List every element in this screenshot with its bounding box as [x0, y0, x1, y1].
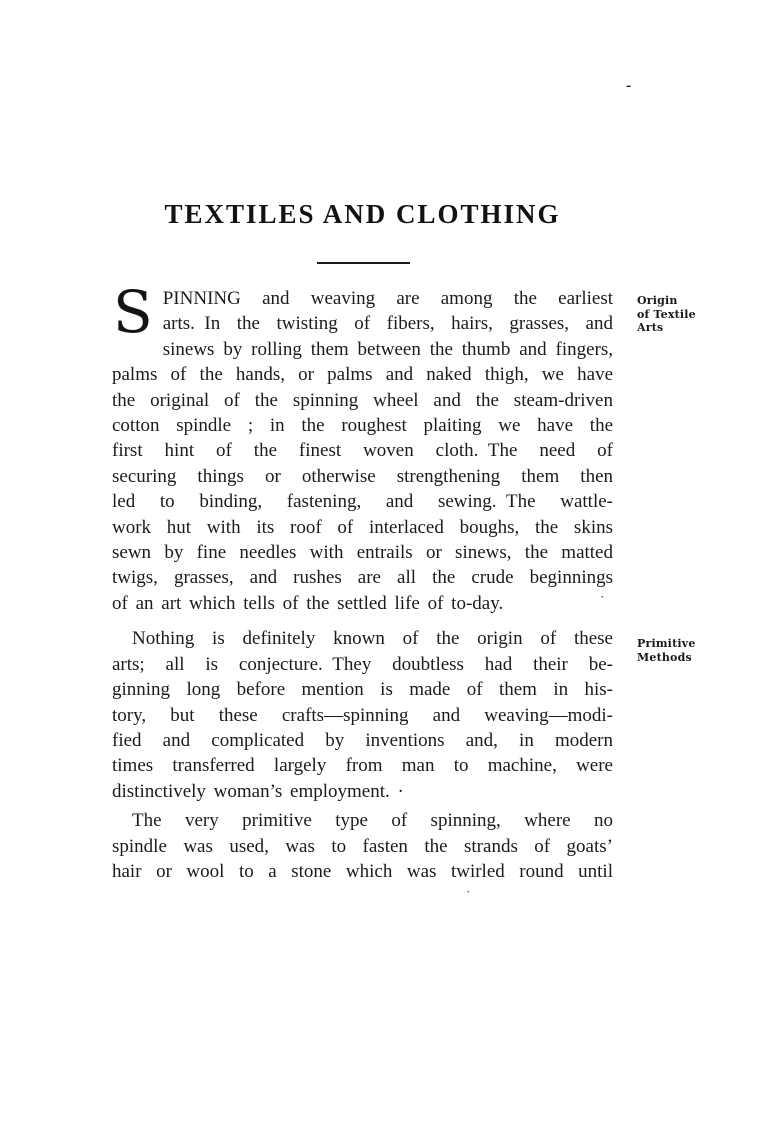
- margin-note-line: Methods: [637, 650, 692, 664]
- text-line: times transferred largely from man to machine, were: [112, 755, 613, 777]
- margin-note-line: Arts: [637, 321, 664, 334]
- text-line: arts. In the twisting of fibers, hairs, grasses, and: [162, 313, 613, 335]
- text-line: ginning long before mention is made of them in his-: [112, 679, 613, 701]
- text-line: of an art which tells of the settled life of to-day.: [112, 592, 504, 614]
- text-line: arts; all is conjecture. They doubtless had their be-: [112, 653, 613, 675]
- title-rule: [317, 262, 410, 264]
- text-line: work hut with its roof of interlaced boughs, the skins: [112, 516, 613, 538]
- text-line: sewn by fine needles with entrails or sinews, the matted: [112, 542, 613, 564]
- scan-artifact-dot: ·: [600, 589, 605, 604]
- text-line: cotton spindle ; in the roughest plaiting we have the: [112, 415, 613, 437]
- text-line: hair or wool to a stone which was twirled round until: [112, 860, 613, 882]
- paragraph-origin-of-arts: [112, 278, 613, 616]
- text-line: Nothing is definitely known of the origin of these: [132, 628, 613, 650]
- text-line: the original of the spinning wheel and the steam-driven: [112, 389, 613, 411]
- scan-artifact-dash: -: [626, 77, 632, 94]
- text-line: tory, but these crafts—spinning and weaving—modi-: [112, 704, 613, 726]
- paragraph-nothing-known: [112, 626, 613, 804]
- text-line: securing things or otherwise strengthening them then: [112, 465, 613, 487]
- text-line: spindle was used, was to fasten the strands of goats’: [112, 835, 613, 857]
- margin-note-primitive-methods: [637, 637, 742, 664]
- margin-note-origin-of-textile-arts: [637, 294, 742, 335]
- text-column: [112, 278, 613, 884]
- paragraph-primitive-spinning: [112, 808, 613, 884]
- text-line: twigs, grasses, and rushes are all the crude beginnings: [112, 567, 613, 589]
- page-title: TEXTILES AND CLOTHING: [164, 199, 561, 229]
- drop-cap: S: [113, 278, 153, 346]
- margin-note-line: of Textile: [637, 307, 696, 321]
- text-line: The very primitive type of spinning, where no: [132, 810, 613, 832]
- margin-note-line: Origin: [637, 294, 678, 307]
- margin-note-line: Primitive: [637, 637, 696, 650]
- text-line: sinews by rolling them between the thumb and fingers,: [162, 338, 613, 360]
- text-line: led to binding, fastening, and sewing. The wattle-: [112, 491, 613, 513]
- scan-artifact-dot: ·: [466, 884, 471, 899]
- text-line: distinctively woman’s employment. ·: [112, 780, 404, 802]
- text-line: PINNING and weaving are among the earliest: [162, 288, 613, 309]
- text-line: palms of the hands, or palms and naked thigh, we have: [112, 364, 613, 386]
- text-line: first hint of the finest woven cloth. The need of: [112, 440, 613, 462]
- text-line: fied and complicated by inventions and, in modern: [112, 729, 613, 751]
